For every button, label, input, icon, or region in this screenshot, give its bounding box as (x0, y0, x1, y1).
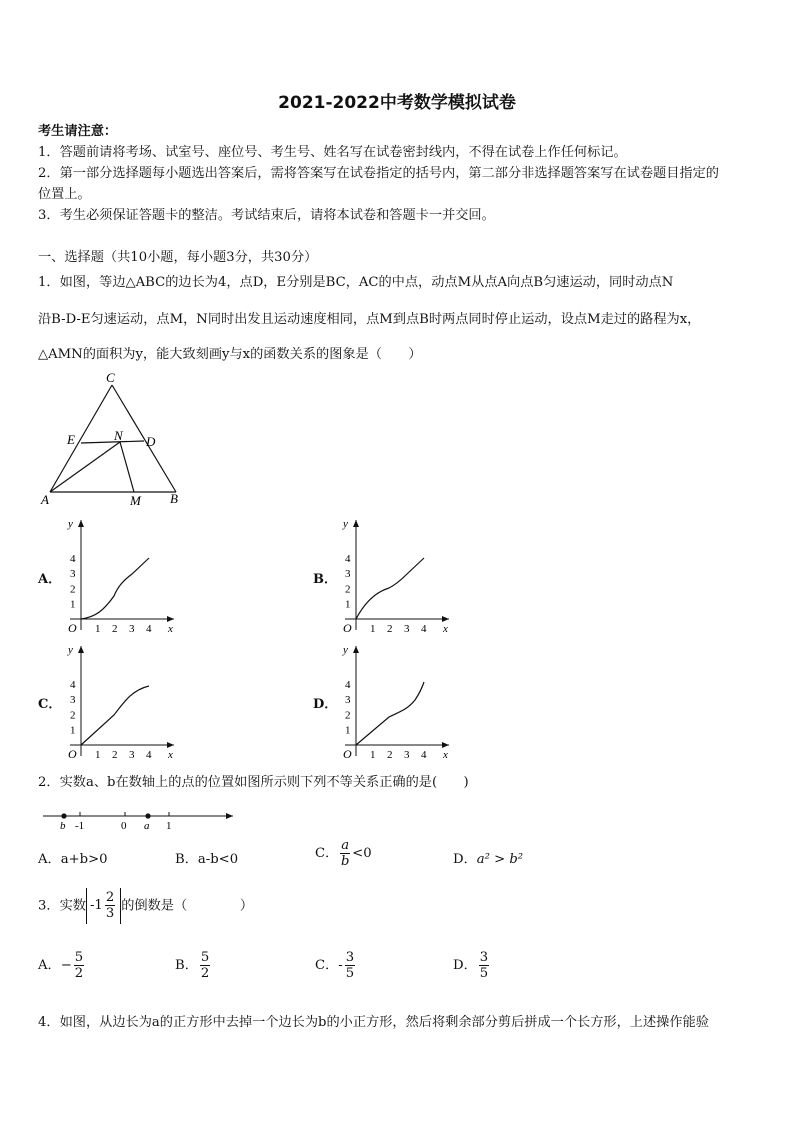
notice-item-2-cont: 位置上。 (38, 187, 91, 202)
label-a: A (41, 492, 49, 507)
y-axis-label: y (68, 518, 73, 530)
q2-option-d-expr: a² > b² (476, 852, 524, 867)
frac-numerator: 2 (105, 890, 115, 905)
q3-abs-frac (105, 890, 115, 921)
frac-denominator: 5 (479, 966, 489, 981)
nl-label-b: b (60, 820, 66, 832)
y-tick-label: 1 (345, 598, 351, 611)
y-axis-label: y (343, 644, 348, 656)
label-c: C (106, 370, 115, 385)
q4-line-1: 4．如图，从边长为a的正方形中去掉一个边长为b的小正方形，然后将剩余部分剪后拼成一个长方形，上述操作能验 (38, 1015, 709, 1030)
q2-option-c-frac (340, 838, 350, 869)
y-tick-label: 1 (345, 724, 351, 737)
q3-option-c-frac (345, 950, 355, 981)
y-tick-label: 1 (70, 598, 76, 611)
frac-denominator: 5 (345, 966, 355, 981)
nl-label-a: a (144, 820, 150, 832)
x-tick-label: 4 (421, 623, 427, 635)
q2-stem: 2．实数a、b在数轴上的点的位置如图所示则下列不等关系正确的是( ) (38, 775, 469, 790)
notice-item-1: 1．答题前请将考场、试室号、座位号、考生号、姓名写在试卷密封线内，不得在试卷上作任何标记。 (38, 145, 627, 160)
y-tick-label: 2 (70, 583, 76, 596)
y-tick-label: 2 (345, 709, 351, 722)
y-tick-label: 1 (70, 724, 76, 737)
function-curve (81, 686, 149, 745)
frac-numerator: 5 (200, 950, 210, 965)
q2-option-c-tail: <0 (352, 846, 372, 861)
q3-option-a-frac (74, 950, 84, 981)
x-axis-arrow (167, 742, 174, 748)
nl-label-1: 1 (166, 820, 172, 832)
x-axis-arrow (442, 742, 449, 748)
q1-line-1: 1．如图，等边△ABC的边长为4，点D，E分别是BC，AC的中点，动点M从点A向点B匀速运动，同时动点N (38, 275, 674, 290)
frac-numerator: a (341, 838, 350, 853)
frac-denominator: 2 (200, 966, 210, 981)
q2-option-c-label: C． (315, 846, 339, 861)
q2-number-line (38, 806, 238, 832)
notice-heading: 考生请注意： (38, 124, 118, 139)
section-heading: 一、选择题（共10小题，每小题3分，共30分） (38, 250, 318, 265)
y-axis-label: y (343, 518, 348, 530)
y-tick-label: 3 (345, 694, 351, 707)
q1-line-2: 沿B-D-E匀速运动，点M，N同时出发且运动速度相同，点M到点B时两点同时停止运动，设点M走过的路程为x， (38, 312, 701, 327)
x-tick-label: 2 (112, 749, 118, 761)
y-tick-label: 4 (345, 552, 351, 565)
label-n: N (114, 428, 123, 443)
label-m: M (130, 493, 141, 508)
q3-stem-post: 的倒数是（ ） (121, 898, 254, 914)
y-axis-arrow (78, 646, 84, 653)
q3-stem-pre: 3．实数 (38, 898, 86, 914)
nl-label-neg1: -1 (75, 820, 85, 832)
frac-denominator: 3 (105, 906, 115, 921)
q1-graph-c (66, 640, 180, 762)
q3-option-d-frac (479, 950, 489, 981)
q2-option-b: B．a-b<0 (175, 852, 239, 867)
q3-option-c-label: C． (315, 958, 339, 973)
x-tick-label: 2 (387, 623, 393, 635)
q2-option-d-label: D． (453, 852, 477, 867)
q3-option-a-sign: − (60, 958, 72, 973)
y-tick-label: 3 (345, 568, 351, 581)
x-axis-arrow (167, 616, 174, 622)
x-axis-arrow (442, 616, 449, 622)
x-tick-label: 1 (370, 623, 376, 635)
function-curve (81, 558, 149, 619)
q3-option-b (175, 950, 212, 981)
origin-label: O (68, 747, 77, 761)
x-tick-label: 3 (404, 623, 410, 635)
frac-numerator: 3 (479, 950, 489, 965)
q1-option-a-label: A． (38, 572, 62, 587)
x-tick-label: 4 (146, 749, 152, 761)
q3-abs-int: -1 (89, 898, 103, 913)
y-axis-label: y (68, 644, 73, 656)
x-tick-label: 2 (387, 749, 393, 761)
label-d: D (146, 434, 156, 449)
origin-label: O (343, 747, 352, 761)
y-axis-arrow (353, 520, 359, 527)
q1-graph-b (341, 514, 455, 636)
y-tick-label: 3 (70, 694, 76, 707)
y-tick-label: 4 (70, 552, 76, 565)
triangle-figure (36, 368, 196, 513)
q3-option-a-label: A． (38, 958, 61, 973)
origin-label: O (343, 621, 352, 635)
q3-option-d (453, 950, 491, 981)
q3-option-c-sign: - (338, 958, 343, 973)
y-axis-arrow (353, 646, 359, 653)
nl-label-0: 0 (121, 820, 127, 832)
y-tick-label: 4 (70, 678, 76, 691)
x-tick-label: 3 (129, 623, 135, 635)
x-tick-label: 3 (129, 749, 135, 761)
q3-stem (38, 888, 253, 924)
frac-numerator: 5 (74, 950, 84, 965)
y-tick-label: 2 (70, 709, 76, 722)
x-axis-label: x (168, 749, 173, 761)
q2-option-d (453, 848, 523, 867)
notice-item-3: 3．考生必须保证答题卡的整洁。考试结束后，请将本试卷和答题卡一并交回。 (38, 208, 495, 223)
q1-line-3: △AMN的面积为y，能大致刻画y与x的函数关系的图象是（ ） (38, 347, 422, 362)
q2-option-c (315, 838, 372, 869)
q3-option-c (315, 950, 357, 981)
label-e: E (67, 432, 75, 447)
x-axis-label: x (443, 623, 448, 635)
x-tick-label: 4 (421, 749, 427, 761)
q1-graph-d (341, 640, 455, 762)
q3-option-b-frac (200, 950, 210, 981)
q1-option-d-label: D． (313, 697, 338, 712)
x-axis-label: x (168, 623, 173, 635)
y-axis-arrow (78, 520, 84, 527)
page-title: 2021-2022中考数学模拟试卷 (278, 93, 516, 113)
y-tick-label: 4 (345, 678, 351, 691)
q1-option-c-label: C． (38, 697, 62, 712)
function-curve (356, 558, 424, 619)
x-tick-label: 1 (370, 749, 376, 761)
q1-graph-a (66, 514, 180, 636)
q3-option-d-label: D． (453, 958, 477, 973)
function-curve (356, 682, 424, 745)
x-axis-label: x (443, 749, 448, 761)
q3-abs-value (86, 888, 121, 924)
x-tick-label: 4 (146, 623, 152, 635)
frac-denominator: 2 (74, 966, 84, 981)
x-tick-label: 1 (95, 749, 101, 761)
x-tick-label: 3 (404, 749, 410, 761)
q2-option-a: A．a+b>0 (38, 852, 108, 867)
y-tick-label: 3 (70, 568, 76, 581)
origin-label: O (68, 621, 77, 635)
notice-item-2: 2．第一部分选择题每小题选出答案后，需将答案写在试卷指定的括号内，第二部分非选择题答案写在试卷题目指定的 (38, 166, 719, 181)
x-tick-label: 1 (95, 623, 101, 635)
frac-denominator: b (340, 854, 350, 869)
x-tick-label: 2 (112, 623, 118, 635)
frac-numerator: 3 (345, 950, 355, 965)
q1-option-b-label: B． (313, 572, 337, 587)
q3-option-b-label: B． (175, 958, 198, 973)
q3-option-a (38, 950, 86, 981)
label-b: B (170, 491, 178, 506)
y-tick-label: 2 (345, 583, 351, 596)
